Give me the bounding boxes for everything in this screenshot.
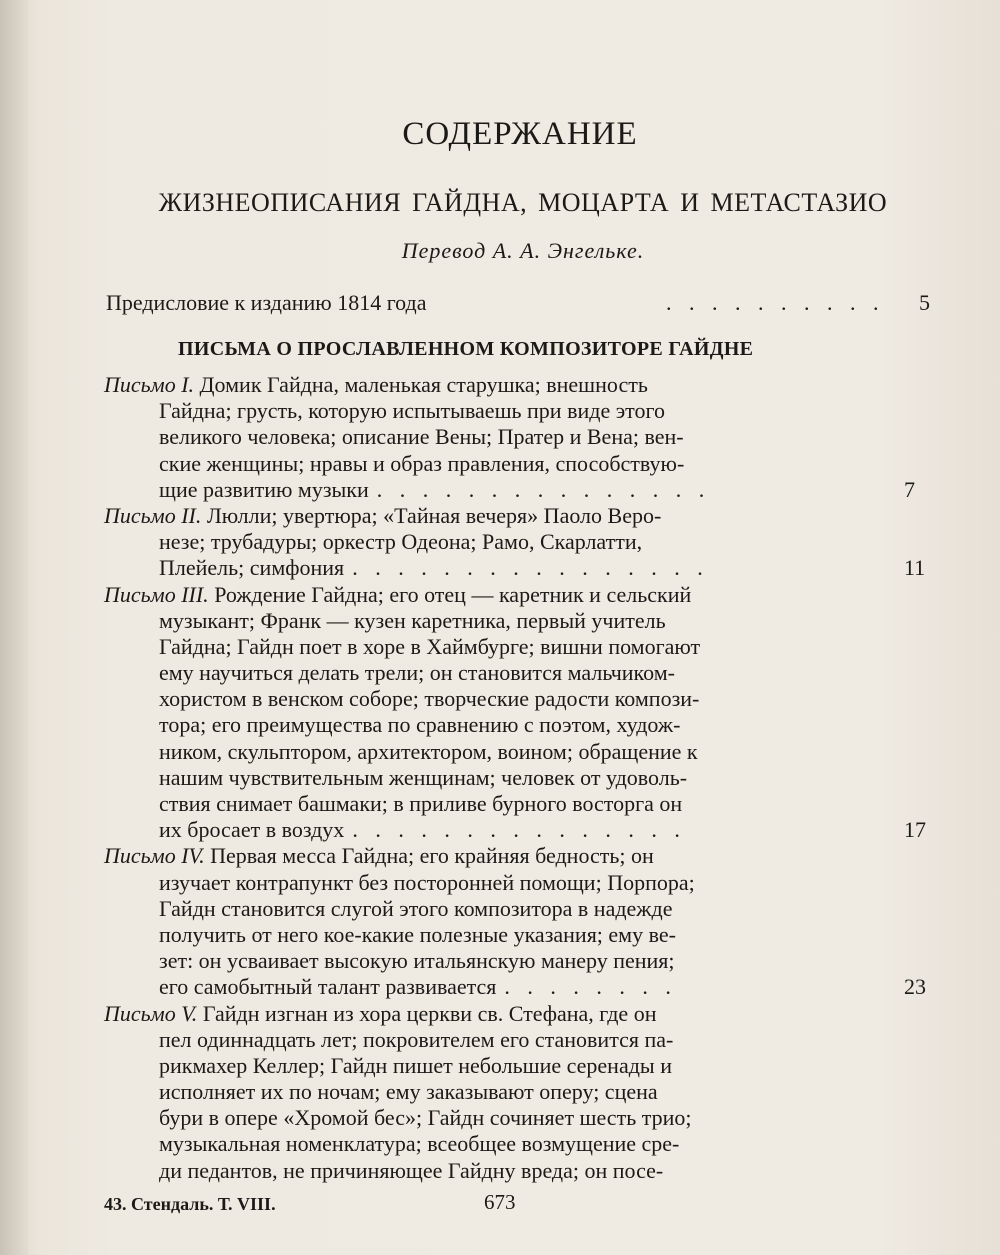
toc-entry-line <box>104 686 944 712</box>
toc-page-number: 17 <box>904 817 926 843</box>
toc-entry-text: незе; трубадуры; оркестр Одеона; Рамо, Скарлатти, <box>159 529 643 555</box>
toc-entry-preface <box>106 290 936 320</box>
toc-entry-line <box>104 712 944 738</box>
printer-signature: 43. Стендаль. Т. VIII. <box>104 1194 276 1214</box>
toc-entry-line <box>104 817 944 843</box>
page-footer <box>104 1190 904 1224</box>
toc-entry-text: Плейель; симфония <box>159 555 345 581</box>
toc-entry-text: Предисловие к изданию 1814 года <box>106 290 427 315</box>
toc-entry-line <box>104 974 944 1000</box>
toc-entry-line <box>104 608 944 634</box>
toc-entry-text: Первая месса Гайдна; его крайняя бедность; он <box>210 843 654 869</box>
leader-dots: . . . . . . . . <box>504 974 677 1000</box>
toc-entry-text: ником, скульптором, архитектором, воином; обращение к <box>159 738 698 764</box>
letter-label: Письмо III. <box>104 581 209 607</box>
toc-entry-line <box>104 1001 944 1027</box>
toc-entry-line <box>104 424 944 450</box>
letter-label: Письмо I. <box>104 372 195 397</box>
toc-entry-letter <box>104 503 944 582</box>
toc-entry-text: ствия снимает башмаки; в приливе бурного восторга он <box>159 791 683 816</box>
letter-label: Письмо IV. <box>104 843 205 869</box>
toc-entry-text: великого человека; описание Вены; Пратер и Вена; вен- <box>159 424 684 450</box>
toc-entry-line <box>104 1053 944 1079</box>
toc-entry-letter <box>104 582 944 844</box>
toc-entry-line <box>104 660 944 686</box>
toc-entry-text: рикмахер Келлер; Гайдн пишет небольшие серенады и <box>159 1052 672 1078</box>
toc-entry-text: Гайдн становится слугой этого композитора в надежде <box>159 895 673 921</box>
translator-credit: Перевод А. А. Энгельке. <box>401 238 645 263</box>
page-number: 673 <box>484 1190 516 1214</box>
toc-entry-line <box>104 1079 944 1105</box>
book-subtitle: ЖИЗНЕОПИСАНИЯ ГАЙДНА, МОЦАРТА И МЕТАСТАЗИО <box>158 188 888 217</box>
toc-entry-text: пел одиннадцать лет; покровителем его становится па- <box>159 1026 674 1052</box>
toc-entry-line <box>104 1105 944 1131</box>
toc-entry-line <box>104 398 944 424</box>
toc-entry-text: Люлли; увертюра; «Тайная вечеря» Паоло Веро- <box>206 502 662 528</box>
toc-entry-text: изучает контрапункт без посторонней помощи; Порпора; <box>159 869 695 895</box>
section-heading: ПИСЬМА О ПРОСЛАВЛЕННОМ КОМПОЗИТОРЕ ГАЙДНЕ <box>178 338 754 360</box>
toc-entry-text: ские женщины; нравы и образ правления, способствую- <box>159 450 685 476</box>
toc-page-number: 5 <box>919 290 930 315</box>
toc-entry-line <box>104 555 944 581</box>
toc-entry-line <box>104 870 944 896</box>
toc-entry-letter <box>104 372 944 503</box>
toc-page-number: 23 <box>904 974 926 1000</box>
toc-entry-line <box>104 765 944 791</box>
toc-entry-letter <box>104 843 944 1000</box>
toc-entry-text: Рождение Гайдна; его отец — каретник и сельский <box>214 581 692 607</box>
toc-entry-text: Гайдна; грусть, которую испытываешь при виде этого <box>159 398 665 424</box>
toc-entry-text: бури в опере «Хромой бес»; Гайдн сочиняет шесть трио; <box>159 1105 692 1131</box>
toc-entry-text: получить от него кое-какие полезные указания; ему ве- <box>159 921 676 947</box>
toc-entry-line <box>104 372 944 398</box>
toc-entries <box>104 372 944 1184</box>
toc-entry-line <box>104 791 944 817</box>
toc-entry-line <box>104 1131 944 1157</box>
toc-page-number: 11 <box>904 555 926 581</box>
toc-entry-text: нашим чувствительным женщинам; человек от удоволь- <box>159 764 688 790</box>
toc-entry-letter <box>104 1001 944 1184</box>
toc-entry-text: исполняет их по ночам; ему заказывают оперу; сцена <box>159 1079 658 1105</box>
toc-entry-text: щие развитию музыки <box>159 476 369 502</box>
toc-entry-text: ему научиться делать трели; он становится мальчиком- <box>159 660 675 686</box>
toc-page-number: 7 <box>904 476 915 502</box>
letter-label: Письмо II. <box>104 502 202 528</box>
toc-entry-text: хористом в венском соборе; творческие радости компози- <box>159 686 700 712</box>
toc-entry-line <box>104 843 944 869</box>
toc-entry-line <box>104 582 944 608</box>
toc-entry-text: музыкант; Франк — кузен каретника, первый учитель <box>159 607 666 633</box>
page-title: СОДЕРЖАНИЕ <box>402 116 638 152</box>
letter-label: Письмо V. <box>104 1000 198 1026</box>
toc-entry-text: Гайдн изгнан из хора церкви св. Стефана, где он <box>202 1000 657 1026</box>
leader-dots: . . . . . . . . . . <box>666 290 885 315</box>
leader-dots: . . . . . . . . . . . . . . . . <box>352 555 709 581</box>
toc-entry-text: Домик Гайдна, маленькая старушка; внешность <box>199 372 648 397</box>
leader-dots: . . . . . . . . . . . . . . . <box>352 817 686 843</box>
toc-entry-line <box>104 922 944 948</box>
toc-entry-text: тора; его преимущества по сравнению с поэтом, худож- <box>159 712 681 738</box>
toc-entry-line <box>104 1027 944 1053</box>
toc-entry-text: его самобытный талант развивается <box>159 974 497 1000</box>
toc-entry-line <box>104 451 944 477</box>
toc-entry-line <box>104 896 944 922</box>
toc-entry-line <box>104 948 944 974</box>
book-spine-shadow <box>0 0 28 1255</box>
toc-entry-line <box>104 739 944 765</box>
leader-dots: . . . . . . . . . . . . . . . <box>376 476 711 502</box>
toc-entry-line <box>104 1158 944 1184</box>
toc-entry-text: Гайдна; Гайдн поет в хоре в Хаймбурге; вишни помогают <box>159 633 701 659</box>
toc-entry-line <box>104 634 944 660</box>
toc-entry-line <box>104 503 944 529</box>
toc-entry-text: их бросает в воздух <box>159 817 345 843</box>
toc-entry-text: зет: он усваивает высокую итальянскую манеру пения; <box>159 948 675 974</box>
toc-entry-text: музыкальная номенклатура; всеобщее возмущение сре- <box>159 1131 680 1157</box>
toc-entry-text: ди педантов, не причиняющее Гайдну вреда; он посе- <box>159 1157 664 1183</box>
toc-entry-line <box>104 477 944 503</box>
toc-entry-line <box>104 529 944 555</box>
